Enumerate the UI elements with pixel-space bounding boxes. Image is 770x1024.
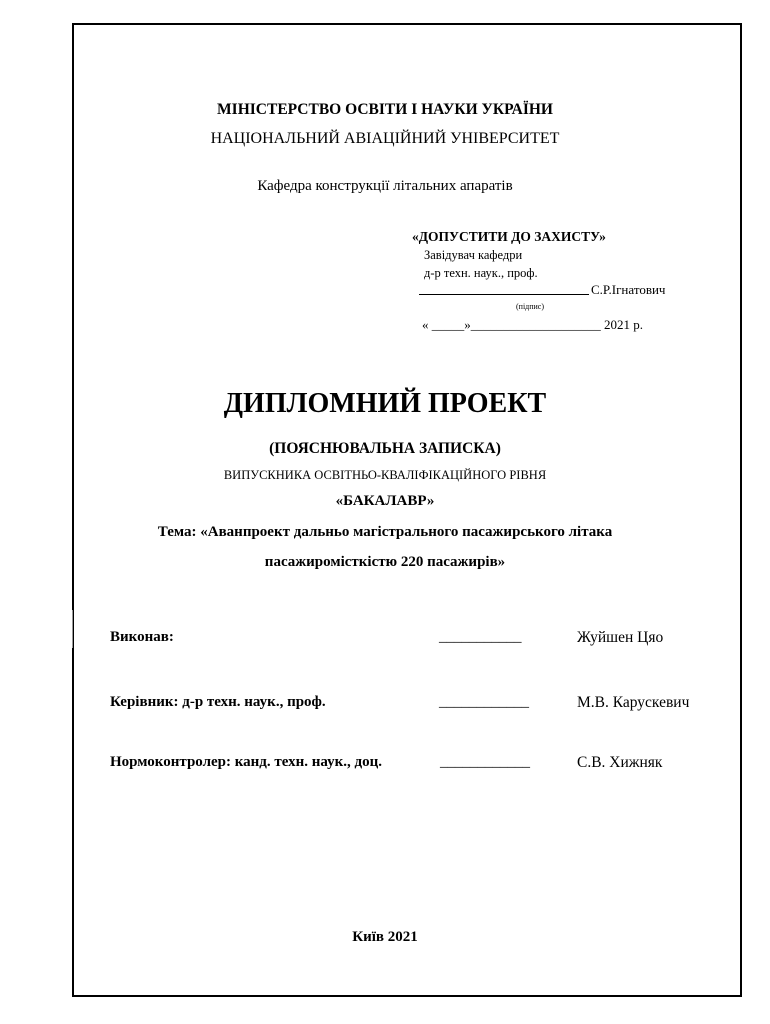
university-name: НАЦІОНАЛЬНИЙ АВІАЦІЙНИЙ УНІВЕРСИТЕТ	[210, 130, 560, 147]
topic-line-1: Тема: «Аванпроект дальньо магістрального пасажирського літака	[157, 524, 613, 540]
signature-line-executor: ___________	[439, 629, 522, 645]
approval-date-line: « _____»____________________ 2021 р.	[422, 317, 643, 332]
signature-role-executor: Виконав:	[110, 629, 174, 645]
margin-mark	[72, 610, 73, 648]
signature-role-supervisor: Керівник: д-р техн. наук., проф.	[110, 694, 326, 710]
signature-line-supervisor: ____________	[439, 694, 529, 710]
document-subtitle: (ПОЯСНЮВАЛЬНА ЗАПИСКА)	[269, 440, 501, 457]
approval-position: Завідувач кафедри	[424, 248, 523, 262]
signature-line-normcontroller: ____________	[440, 754, 530, 770]
degree-name: «БАКАЛАВР»	[335, 493, 435, 509]
signature-name-normcontroller: С.В. Хижняк	[577, 754, 663, 771]
page-border	[72, 23, 742, 997]
signature-name-executor: Жуйшен Цяо	[577, 629, 664, 646]
signature-name-supervisor: М.В. Карускевич	[577, 694, 690, 711]
ministry-name: МІНІСТЕРСТВО ОСВІТИ І НАУКИ УКРАЇНИ	[217, 101, 553, 118]
qualification-level: ВИПУСКНИКА ОСВІТНЬО-КВАЛІФІКАЦІЙНОГО РІВНЯ	[223, 468, 547, 482]
signature-role-normcontroller: Нормоконтролер: канд. техн. наук., доц.	[110, 754, 383, 770]
approval-signature-line	[419, 281, 589, 295]
approval-heading: «ДОПУСТИТИ ДО ЗАХИСТУ»	[412, 229, 606, 244]
city-year: Київ 2021	[352, 929, 418, 945]
topic-line-2: пасажиромісткістю 220 пасажирів»	[264, 554, 506, 570]
approval-degree: д-р техн. наук., проф.	[424, 266, 538, 280]
signature-note: (підпис)	[516, 302, 545, 311]
document-title: ДИПЛОМНИЙ ПРОЕКТ	[223, 388, 547, 419]
department-name: Кафедра конструкції літальних апаратів	[257, 178, 513, 194]
approval-name: С.Р.Ігнатович	[591, 282, 666, 297]
